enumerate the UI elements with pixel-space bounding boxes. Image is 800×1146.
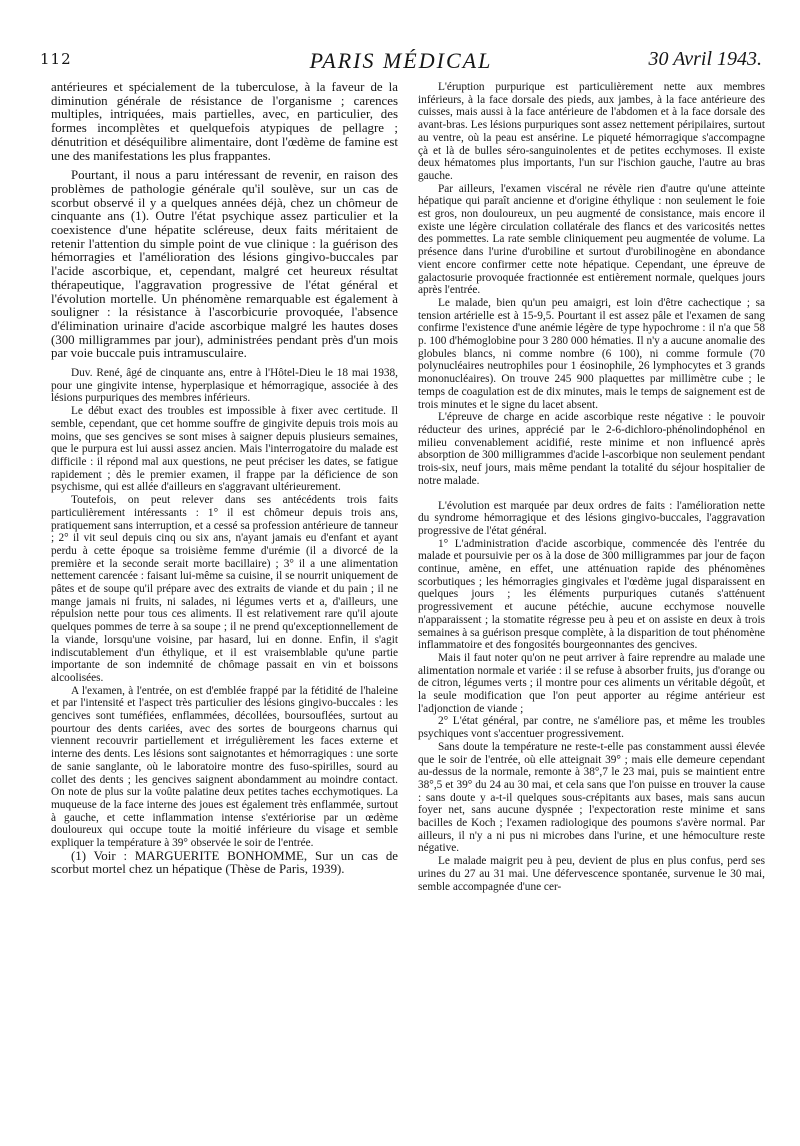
case-report-paragraph: L'éruption purpurique est particulièrement nette aux membres inférieurs, à la face dorsale des pieds, aux jambes, à la face antérieure des cuisses, mais aussi à la face antérieure de l'abdomen et à la face dorsale des avant-bras. Les lésions purpuriques sont assez nettement péripilaires, surtout au ventre, où la peau est ansérine. Le piqueté hémorragique s'accompagne çà et là de bulles séro-sanguinolentes et de petites ecchymoses. Il existe deux hématomes plus importants, l'un sur l'ischion gauche, l'autre au bras gauche. xyxy=(418,81,765,182)
page-number: 112 xyxy=(40,50,72,68)
case-report-paragraph: L'épreuve de charge en acide ascorbique reste négative : le pouvoir réducteur des urines, apprécié par le 2-6-dichloro-phénolindophénol en milieu convenablement acidifié, reste minime et non influencé après absorption de 300 milligrammes d'acide l-ascorbique non seulement pendant trois-six, neuf jours, mais même pendant la totalité du séjour hospitalier de notre malade. xyxy=(418,411,765,487)
left-column xyxy=(51,81,398,877)
case-report-paragraph: Le début exact des troubles est impossible à fixer avec certitude. Il semble, cependant, que cet homme souffre de gingivite depuis trois mois au moins, que ses gencives se sont mises à saigner depuis plusieurs semaines, que le purpura est lui aussi assez ancien. Mais l'interrogatoire du malade est difficile : il répond mal aux questions, ne peut préciser les dates, se fatigue rapidement ; dès le premier examen, il frappe par la déficience de son psychisme, qui est allée d'ailleurs en s'aggravant ultérieurement. xyxy=(51,405,398,494)
page-header xyxy=(40,48,762,74)
paragraph: Pourtant, il nous a paru intéressant de revenir, en raison des problèmes de pathologie générale qu'il soulève, sur un cas de scorbut observé il y a quelques années déjà, chez un chômeur de cinquante ans (1). Outre l'état psychique assez particulier et la coexistence d'une hépatite scléreuse, deux faits méritaient de retenir l'attention du simple point de vue clinique : la guérison des hémorragies et l'amélioration des lésions gingivo-buccales par l'acide ascorbique, et, cependant, malgré cet heureux résultat thérapeutique, l'aggravation progressive de l'état général et l'évolution mortelle. Un phénomène remarquable est également à souligner : la résistance à l'ascorbicurie provoquée, l'absence d'élimination urinaire d'acide ascorbique malgré les hautes doses (300 milligrammes par jour), administrées pendant près d'un mois par voie buccale puis intramusculaire. xyxy=(51,168,398,361)
journal-title: PARIS MÉDICAL xyxy=(309,48,493,73)
case-report-paragraph: A l'examen, à l'entrée, on est d'emblée frappé par la fétidité de l'haleine et par l'intensité et l'aspect très particulier des lésions gingivo-buccales : les gencives sont tuméfiées, enflammées, décollées, boursouflées, surtout au pourtour des dents cariées, avec des sortes de bourgeons charnus qui viennent recouvrir partiellement et irrégulièrement les faces externe et interne des dents. Les lésions sont saignotantes et hémorragiques : une sorte de sanie sanglante, où le laboratoire montre des fuso-spirilles, sourd au collet des dents ; les gencives saignent abondamment au moindre contact. On note de plus sur la voûte palatine deux petites taches ecchymotiques. La muqueuse de la face interne des joues est également très enflammée, surtout à gauche, et cette inflammation intense s'extériorise par un œdème douloureux qui occupe toute la moitié inférieure du visage et semble expliquer la température à 39° observée le soir de l'entrée. xyxy=(51,684,398,850)
case-report-paragraph: Le malade, bien qu'un peu amaigri, est loin d'être cachectique ; sa tension artérielle est à 15-9,5. Pourtant il est assez pâle et l'examen de sang confirme l'existence d'une anémie légère de type hypochrome : il n'a que 58 p. 100 d'hémoglobine pour 3 280 000 hématies. Il n'y a aucune anomalie des globules blancs, ni comme nombre (6 100), ni comme formule (70 polynucléaires neutrophiles pour 1 éosinophile, 26 lymphocytes et 3 grands mononucléaires). On trouve 245 900 plaquettes par millimètre cube ; le temps de coagulation est de dix minutes, mais le temps de saignement est de trois minutes et le signe du lacet absent. xyxy=(418,296,765,411)
case-report-paragraph: Toutefois, on peut relever dans ses antécédents trois faits particulièrement intéressants : 1° il est chômeur depuis trois ans, pratiquement sans interruption, et a cessé sa profession antérieure de tanneur ; 2° il vit seul depuis cinq ou six ans, n'ayant jamais eu d'enfant et ayant perdu à cette époque sa troisième femme d'urémie (il a divorcé de la première et la seconde serait morte bacillaire) ; 3° il a une alimentation nettement carencée : faisant lui-même sa cuisine, il se nourrit uniquement de pâtes et de soupe qu'il prépare avec des extraits de viande et du pain ; il ne mange jamais ni fruits, ni salades, ni légumes verts et a, d'ailleurs, une répulsion nette pour tous ces aliments. Il est relativement rare qu'il ajoute quelques pommes de terre à sa soupe ; il ne prend qu'exceptionnellement de la viande, lorsqu'une voisine, par hasard, lui en donne. Enfin, il s'agit indiscutablement d'un éthylique, et il est vraisemblable qu'une partie importante de son indemnité de chômage passait en vin et boissons alcoolisées. xyxy=(51,494,398,684)
right-column xyxy=(418,81,765,893)
issue-date: 30 Avril 1943. xyxy=(648,48,762,70)
case-report-paragraph: Par ailleurs, l'examen viscéral ne révèle rien d'autre qu'une atteinte hépatique qui paraît ancienne et d'origine éthylique : non seulement le foie est gros, non douloureux, un peu augmenté de consistance, mais encore il existe une légère circulation collatérale des flancs et des varicosités nettes des pommettes. La rate semble cliniquement peu augmentée de volume. La présence dans l'urine d'urobiline et surtout d'urobilinogène en abondance vient encore confirmer cette note hépatique. Cependant, une épreuve de galactosurie provoquée fractionnée est entièrement normale, quelques jours après l'entrée. xyxy=(418,182,765,297)
case-report-paragraph: Le malade maigrit peu à peu, devient de plus en plus confus, perd ses urines du 27 au 31 mai. Une défervescence spontanée, survenue le 30 mai, semble accompagnée d'une cer- xyxy=(418,855,765,893)
case-report-paragraph: Duv. René, âgé de cinquante ans, entre à l'Hôtel-Dieu le 18 mai 1938, pour une gingivite intense, hyperplasique et hémorragique, associée à des lésions purpuriques des membres inférieurs. xyxy=(51,367,398,405)
case-report-paragraph: Mais il faut noter qu'on ne peut arriver à faire reprendre au malade une alimentation normale et variée : il se refuse à absorber fruits, jus d'orange ou de citron, légumes verts ; il montre pour ces aliments un véritable dégoût, et la seule modification que l'on peut apporter au régime antérieur est l'adjonction de viande ; xyxy=(418,651,765,715)
footnote: (1) Voir : MARGUERITE BONHOMME, Sur un cas de scorbut mortel chez un hépatique (Thèse de Paris, 1939). xyxy=(51,848,398,877)
case-report-paragraph: L'évolution est marquée par deux ordres de faits : l'amélioration nette du syndrome hémorragique et des lésions gingivo-buccales, l'aggravation progressive de l'état général. xyxy=(418,499,765,537)
paragraph: antérieures et spécialement de la tuberculose, à la faveur de la diminution générale de résistance de l'organisme ; carences multiples, intriquées, mais partielles, avec, en particulier, des formes incomplètes et quelquefois atypiques de pellagre ; dénutrition et déséquilibre alimentaire, dont l'œdème de famine est une des manifestations les plus frappantes. xyxy=(51,80,398,163)
case-report-paragraph: 2° L'état général, par contre, ne s'améliore pas, et même les troubles psychiques vont s'accentuer progressivement. xyxy=(418,715,765,741)
case-report-paragraph: Sans doute la température ne reste-t-elle pas constamment aussi élevée que le soir de l'entrée, où elle atteignait 39° ; mais elle demeure cependant au-dessus de la normale, remonte à 38°,7 le 23 mai, puis se maintient entre 38°,5 et 39° du 24 au 30 mai, et cela sans que l'on puisse en trouver la cause : sans doute y a-t-il quelques sous-crépitants aux bases, mais sans aucun foyer net, sans aucune dyspnée ; l'expectoration reste minime et sans bacilles de Koch ; l'examen radiologique des poumons s'avère normal. Par ailleurs, il n'y a ni pus ni microbes dans l'urine, et une hémoculture reste négative. xyxy=(418,740,765,855)
case-report-paragraph: 1° L'administration d'acide ascorbique, commencée dès l'entrée du malade et poursuivie per os à la dose de 300 milligrammes par jour de façon continue, amène, en effet, une atténuation rapide des phénomènes scorbutiques ; les hémorragies gingivales et l'œdème jugal disparaissent en quelques jours ; les éléments purpuriques cutanés s'atténuent progressivement et aucune pétéchie, aucune ecchymose nouvelle n'apparaissent ; la stomatite régresse peu à peu et on assiste en deux à trois semaines à sa guérison presque complète, à la disparition de tout phénomène inflammatoire et des fongosités bourgeonnantes des gencives. xyxy=(418,537,765,652)
